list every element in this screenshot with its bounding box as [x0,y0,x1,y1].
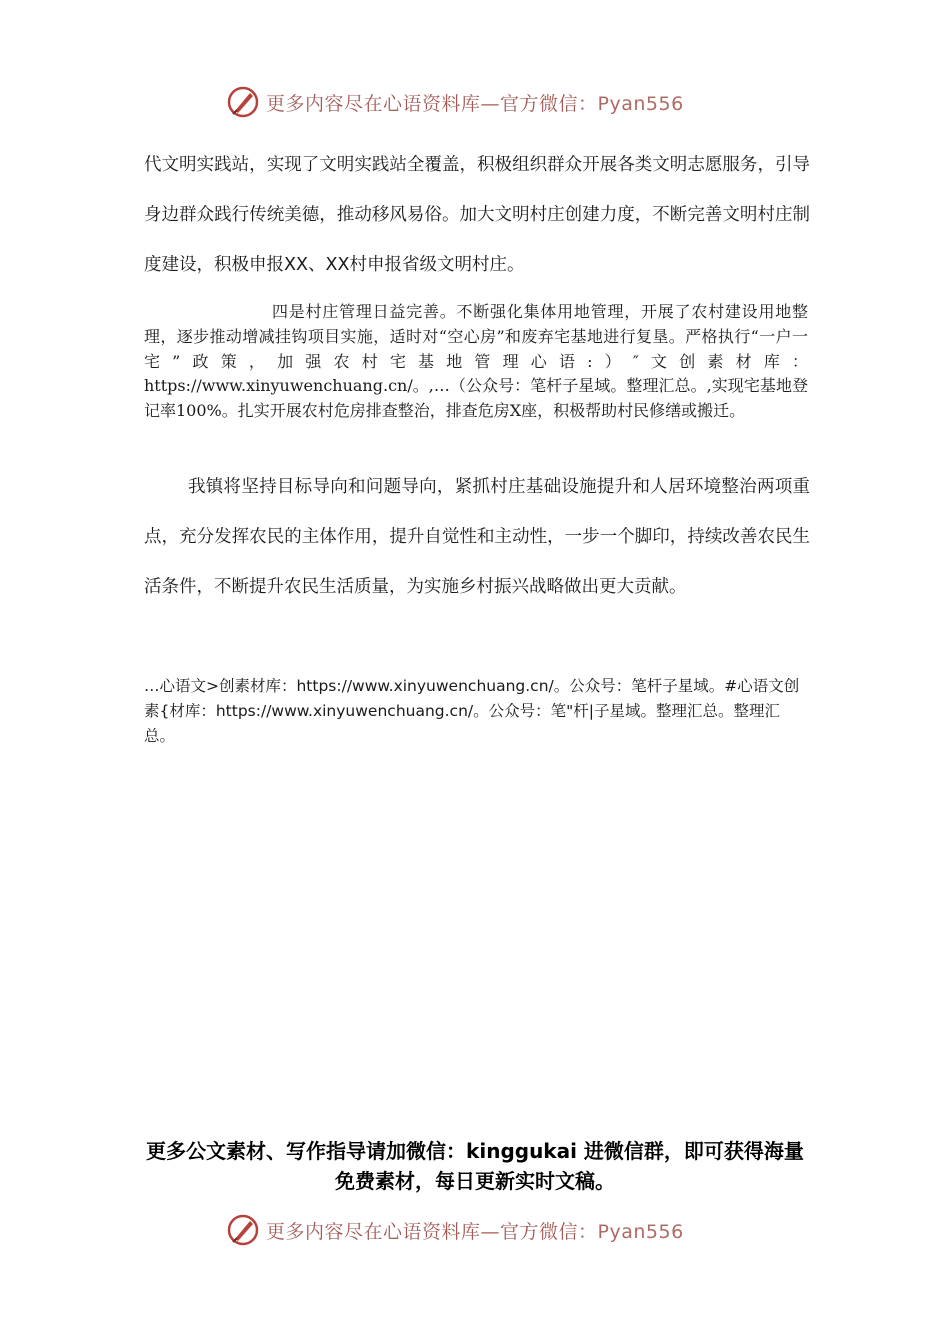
banner-wechat-id: Pyan556 [597,1220,684,1243]
header-banner [226,84,746,120]
banner-text: 更多内容尽在心语资料库—官方微信： [266,1220,598,1243]
footer-message: 更多公文素材、写作指导请加微信：kinggukai 进微信群，即可获得海量免费素材，每日更新实时文稿。 [146,1139,804,1193]
paragraph-civilization: 代文明实践站，实现了文明实践站全覆盖，积极组织群众开展各类文明志愿服务，引导身边群众践行传统美德，推动移风易俗。加大文明村庄创建力度，不断完善文明村庄制度建设，积极申报XX、XX村申报省级文明村庄。 [144,155,810,275]
banner-wechat-id: Pyan556 [597,92,684,115]
paragraph-conclusion: 我镇将坚持目标导向和问题导向，紧抓村庄基础设施提升和人居环境整治两项重点，充分发挥农民的主体作用，提升自觉性和主动性，一步一个脚印，持续改善农民生活条件，不断提升农民生活质量，为实施乡村振兴战略做出更大贡献。 [144,477,810,597]
paragraph-village-management: 四是村庄管理日益完善。不断强化集体用地管理，开展了农村建设用地整理，逐步推动增减挂钩项目实施，适时对“空心房”和废弃宅基地进行复垦。严格执行“一户一宅”政策，加强农村宅基地管理心语:）″文创素材库：https://www.xinyuwenchuang.cn/。,…（公众号：笔杆子星域。整理汇总。,实现宅基地登记率100%。扎实开展农村危房排查整治，排查危房X座，积极帮助村民修缮或搬迁。 [144,302,808,421]
footer-banner [226,1212,746,1248]
quill-logo-icon [226,85,260,119]
banner-text: 更多内容尽在心语资料库—官方微信： [266,92,598,115]
paragraph-source-note: …心语文>创素材库：https://www.xinyuwenchuang.cn/。公众号：笔杆子星域。#心语文创素{材库：https://www.xinyuwenchuang.cn/。公众号：笔"杆|子星域。整理汇总。整理汇总。 [144,677,800,745]
quill-logo-icon [226,1213,260,1247]
